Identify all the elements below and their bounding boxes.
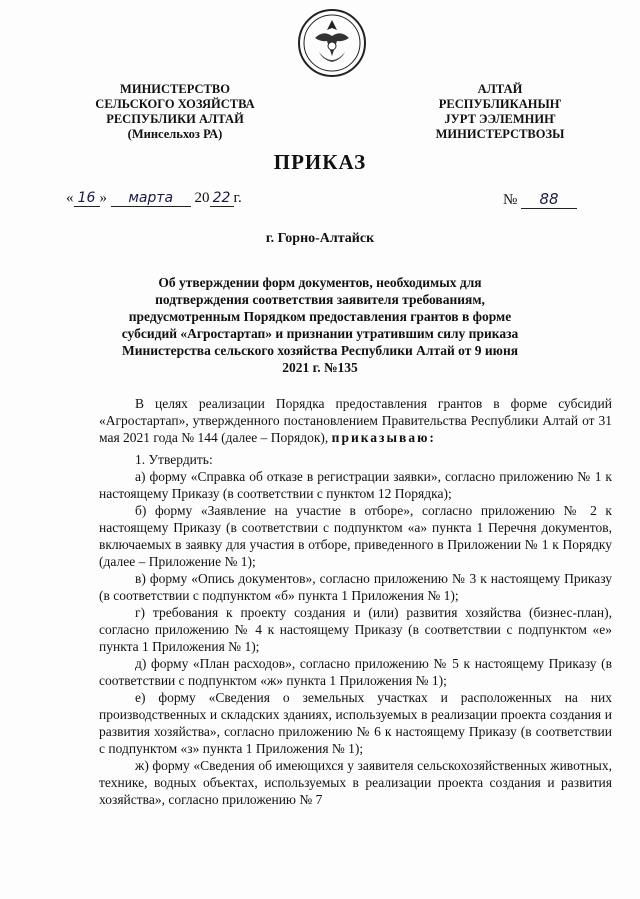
date-year-handwritten: 22 <box>210 190 234 207</box>
number-label: № <box>503 192 518 208</box>
order-title: ПРИКАЗ <box>273 150 367 174</box>
list-item: г) требования к проекту создания и (или) развития хозяйства (бизнес-план), согласно приложению № 4 к настоящему Приказу (в соответствии с подпунктом «е» пункта 1 Приложения № 1); <box>99 605 612 654</box>
altai-coat-of-arms-icon <box>297 8 367 78</box>
list-item: б) форму «Заявление на участие в отборе», согласно приложению № 2 к настоящему Приказу (в соответствии с подпунктом «а» пункта 1 Перечня документов, включаемых в заявку для участия в отборе, приведенного в Приложении № 1 к Порядку (далее – Приложение № 1); <box>99 503 612 569</box>
ministry-name-altai <box>400 82 600 142</box>
date-close-quote: » <box>99 190 107 206</box>
intro-paragraph <box>99 395 612 446</box>
order-number <box>503 190 577 209</box>
header-left-line: РЕСПУБЛИКИ АЛТАЙ <box>106 112 244 126</box>
header-left-line: СЕЛЬСКОГО ХОЗЯЙСТВА <box>95 97 255 111</box>
header-right-line: ЈУРТ ЭЭЛЕМНИҤ <box>444 112 556 126</box>
list-item: а) форму «Справка об отказе в регистрации заявки», согласно приложению № 1 к настоящему Приказу (в соответствии с пунктом 12 Порядка); <box>99 469 612 501</box>
list-item: е) форму «Сведения о земельных участках и расположенных на них производственных и складских зданиях, используемых в реализации проекта создания и развития хозяйства», согласно приложению № 6 к настоящему Приказу (в соответствии с подпунктом «з» пункта 1 Приложения № 1); <box>99 690 612 756</box>
header-left-line: МИНИСТЕРСТВО <box>120 82 230 96</box>
date-year-prefix: 20 <box>194 190 210 206</box>
date-month-handwritten: марта <box>111 190 191 207</box>
number-value-handwritten: 88 <box>521 190 577 209</box>
document-title: Об утверждении форм документов, необходимых для подтверждения соответствия заявителя требованиям, предусмотренным Порядком предоставления грантов в форме субсидий «Агростартап» и признании утратившим силу приказа Министерства сельского хозяйства Республики Алтай от 9 июня 2021 г. №135 <box>121 275 519 375</box>
header-right-line: РЕСПУБЛИКАНЫҤ <box>438 97 562 111</box>
list-item: ж) форму «Сведения об имеющихся у заявителя сельскохозяйственных животных, технике, водных объектах, используемых в реализации проекта создания и развития хозяйства», согласно приложению № 7 <box>99 758 612 807</box>
date-year-tail: г. <box>233 190 242 206</box>
header-right-line: МИНИСТЕРСТВОЗЫ <box>435 127 565 141</box>
ministry-name-russian <box>60 82 290 142</box>
city-name: г. Горно-Алтайск <box>265 231 375 246</box>
intro-text: В целях реализации Порядка предоставления грантов в форме субсидий «Агростартап», утвержденного постановлением Правительства Республики Алтай от 31 мая 2021 года № 144 (далее – Порядок), <box>99 396 612 445</box>
document-body <box>99 395 612 808</box>
header-right-line: АЛТАЙ <box>477 82 523 96</box>
order-word: приказываю: <box>331 430 436 445</box>
header-left-abbrev: (Минсельхоз РА) <box>127 127 223 141</box>
date-open-quote: « <box>66 190 74 206</box>
list-item: д) форму «План расходов», согласно приложению № 5 к настоящему Приказу (в соответствии с подпунктом «ж» пункта 1 Приложения № 1); <box>99 656 612 688</box>
order-date <box>66 190 242 207</box>
list-item: 1. Утвердить: <box>135 452 213 467</box>
date-day-handwritten: 16 <box>74 190 100 207</box>
list-item: в) форму «Опись документов», согласно приложению № 3 к настоящему Приказу (в соответствии с подпунктом «б» пункта 1 Приложения № 1); <box>99 571 612 603</box>
